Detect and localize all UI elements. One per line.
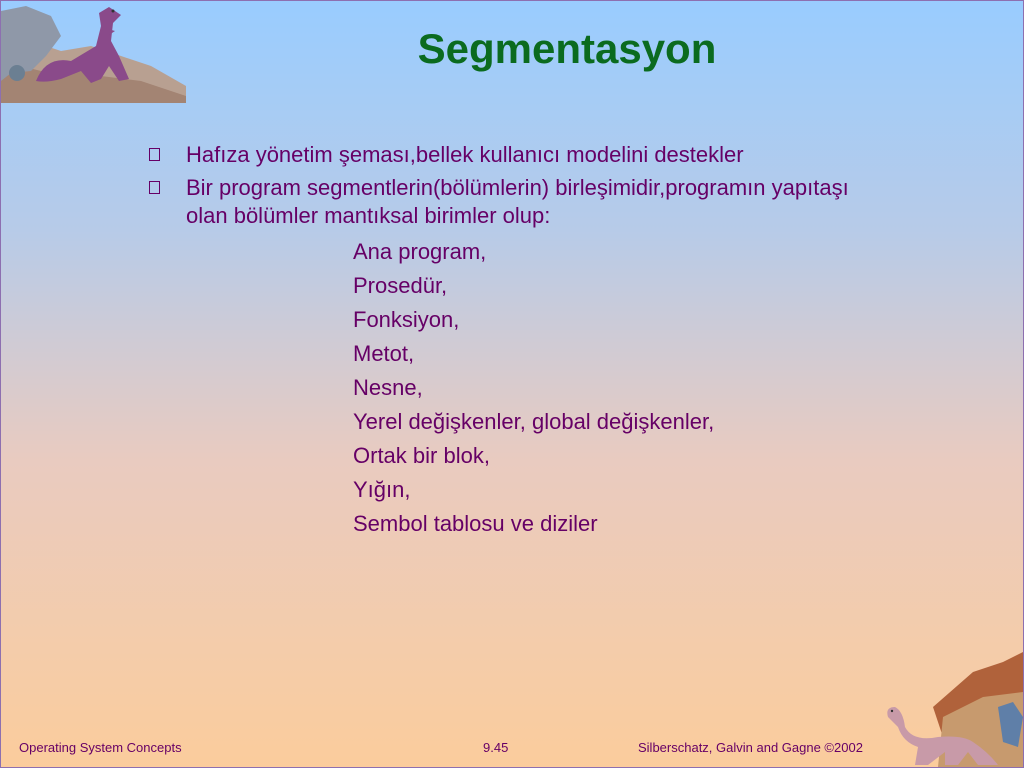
sub-item-prosedur: Prosedür, [353,273,448,298]
footer-copyright: Silberschatz, Galvin and Gagne ©2002 [638,740,863,755]
footer-page-number: 9.45 [483,740,509,755]
footer-course-name: Operating System Concepts [19,740,182,755]
sub-item-nesne: Nesne, [353,375,423,400]
sub-item-sembol-tablosu: Sembol tablosu ve diziler [353,511,598,536]
sub-item-degiskenler: Yerel değişkenler, global değişkenler, [353,409,715,434]
slide-title: Segmentasyon [417,25,717,72]
sub-item-ana-program: Ana program, [353,239,487,264]
bullet-item-2 [149,174,889,230]
bullet-item-1 [149,141,889,169]
bullet-text: Hafıza yönetim şeması,bellek kullanıcı modelini destekler [186,142,744,167]
slide-content [149,141,889,541]
bullet-icon [149,181,160,194]
sub-item-yigin: Yığın, [353,477,411,502]
sub-item-metot: Metot, [353,341,415,366]
bullet-text: Bir program segmentlerin(bölümlerin) birleşimidir,programın yapıtaşı olan bölümler mantıksal birimler olup: [186,175,849,228]
bullet-icon [149,148,160,161]
sub-item-ortak-blok: Ortak bir blok, [353,443,490,468]
sub-list [149,235,889,541]
dinosaur-illustration-bottom [883,647,1023,767]
sub-item-fonksiyon: Fonksiyon, [353,307,460,332]
